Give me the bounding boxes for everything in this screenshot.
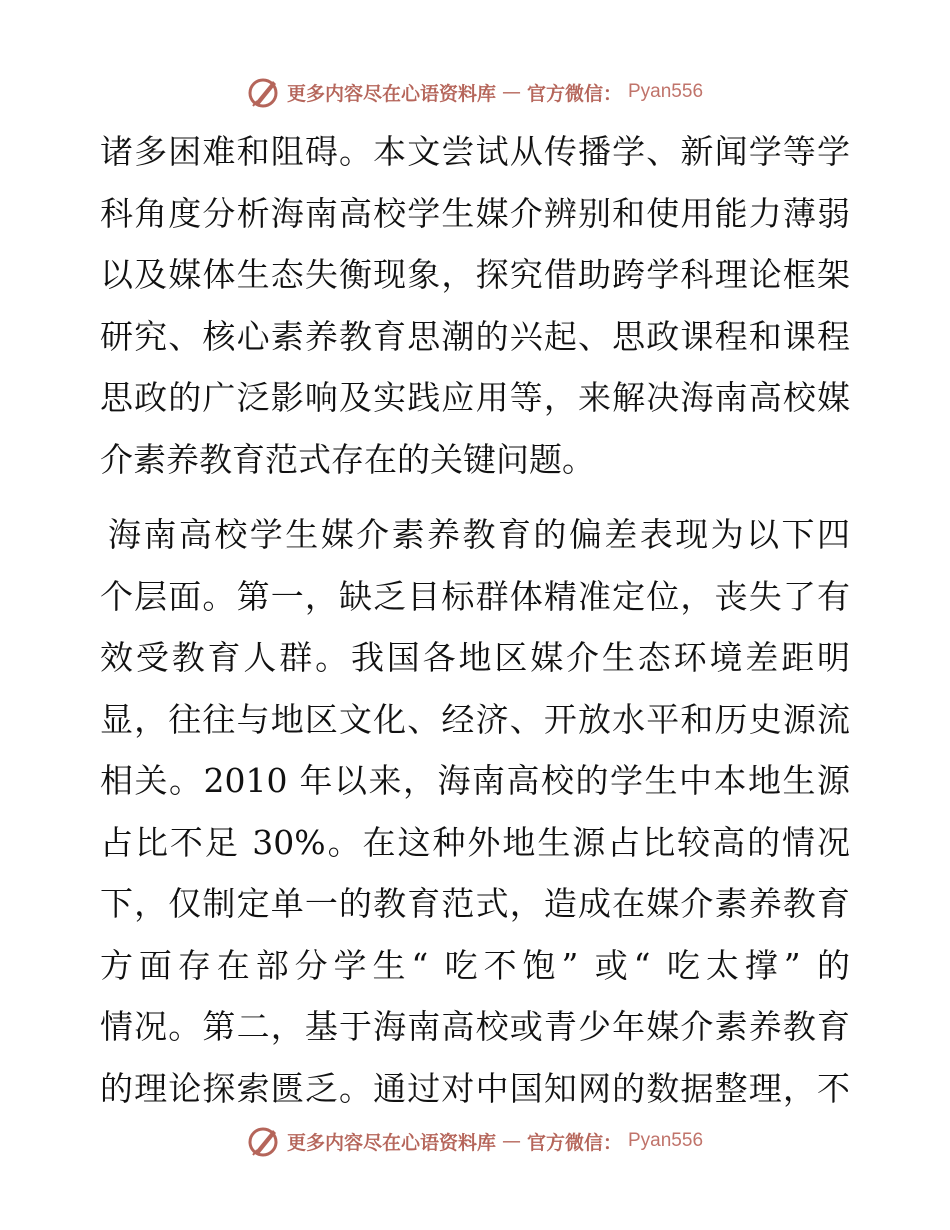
quill-logo-icon [247,75,281,109]
text-line: 诸多困难和阻碍。本文尝试从传播学、新闻学等学 [100,132,850,171]
text-line: 研究、核心素养教育思潮的兴起、思政课程和课程 [100,316,850,356]
paragraph-2 [100,504,850,1119]
text-line: 显，往往与地区文化、经济、开放水平和历史源流 [100,699,850,739]
footer-watermark [0,1121,950,1161]
text-line: 方面存在部分学生“ 吃不饱” 或“ 吃太撑” 的 [100,945,850,985]
watermark-wechat-id: Pyan556 [628,1130,704,1151]
paragraph-1 [100,121,850,490]
text-line: 个层面。第一，缺乏目标群体精准定位，丧失了有 [100,576,850,616]
text-line: 的理论探索匮乏。通过对中国知网的数据整理，不 [100,1068,850,1108]
text-line: 下，仅制定单一的教育范式，造成在媒介素养教育 [100,884,850,923]
watermark-official-label: 官方微信： [526,1131,622,1154]
document-body [100,121,850,1119]
text-line: 情况。第二，基于海南高校或青少年媒介素养教育 [100,1007,850,1046]
text-line: 以及媒体生态失衡现象，探究借助跨学科理论框架 [100,255,850,294]
watermark-separator: — [501,1130,521,1152]
text-line: 效受教育人群。我国各地区媒介生态环境差距明 [100,638,850,677]
quill-logo-icon [247,1124,281,1158]
watermark-title: 更多内容尽在心语资料库 [286,1131,496,1154]
watermark-title: 更多内容尽在心语资料库 [286,82,496,105]
watermark-official-label: 官方微信： [526,82,622,105]
text-line: 海南高校学生媒介素养教育的偏差表现为以下四 [108,515,850,554]
paragraph-gap [100,490,850,504]
header-watermark [0,72,950,112]
text-line: 占比不足 30%。在这种外地生源占比较高的情况 [100,822,850,862]
text-line: 介素养教育范式存在的关键问题。 [100,439,595,479]
text-line: 科角度分析海南高校学生媒介辨别和使用能力薄弱 [100,193,850,233]
text-line: 思政的广泛影响及实践应用等，来解决海南高校媒 [100,378,850,417]
watermark-separator: — [501,81,521,103]
text-line: 相关。2010 年以来，海南高校的学生中本地生源 [100,761,850,800]
watermark-wechat-id: Pyan556 [628,81,704,102]
